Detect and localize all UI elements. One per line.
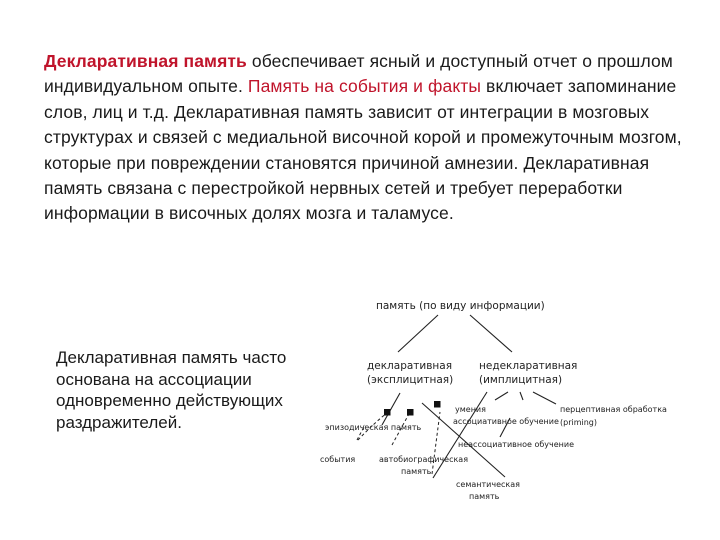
node-semantic: семантическая xyxy=(456,480,520,489)
node-skills: умения xyxy=(455,405,486,414)
node-priming: (priming) xyxy=(560,418,597,427)
marker-square xyxy=(384,409,391,416)
node-perceptual-processing: перцептивная обработка xyxy=(560,405,667,414)
node-memory-by-information-type: память (по виду информации) xyxy=(376,300,545,312)
paragraph-text-1: обеспечивает ясный и доступный отчет о прошлом индивидуальном опыте. xyxy=(44,51,673,97)
node-autobiographical-memory: память xyxy=(401,467,432,476)
node-explicit: (эксплицитная) xyxy=(367,374,454,386)
node-semantic-memory: память xyxy=(469,492,500,501)
marker-square xyxy=(407,409,414,416)
node-implicit: (имплицитная) xyxy=(479,374,563,386)
node-associative-learning: ассоциативное обучение xyxy=(453,417,559,426)
marker-square xyxy=(434,401,441,408)
node-autobiographical: автобиографическая xyxy=(379,455,469,464)
association-note: Декларативная память часто основана на ассоциации одновременно действующих раздражителей. xyxy=(56,348,287,432)
term-declarative-memory: Декларативная память xyxy=(44,51,247,71)
diagram-dashed-lines xyxy=(357,412,440,474)
node-nondeclarative: недекларативная xyxy=(479,360,578,372)
node-events: события xyxy=(320,455,356,464)
node-nonassociative-learning: неассоциативное обучение xyxy=(458,440,575,449)
node-declarative: декларативная xyxy=(367,360,453,372)
diagram-lines xyxy=(382,315,556,478)
node-episodic-memory: эпизодическая память xyxy=(325,423,422,432)
paragraph-text-2: включает запоминание слов, лиц и т.д. Декларативная память зависит от интеграции в мозговых структурах и связей с медиальной височной корой и промежуточным мозгом, которые при повреждении становятся причиной амнезии. Декларативная память связана с перестройкой нервных сетей и требует переработки информации в височных долях мозга и таламусе. xyxy=(44,76,682,224)
diagram-markers xyxy=(384,401,441,416)
highlight-events-facts: Память на события и факты xyxy=(247,76,482,97)
